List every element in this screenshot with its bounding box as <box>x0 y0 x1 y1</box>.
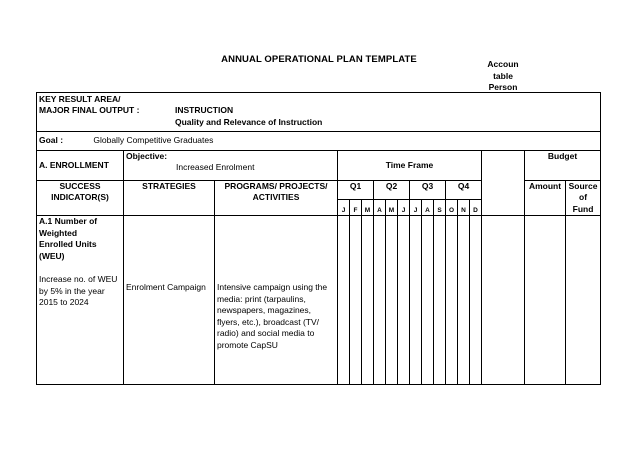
month-mar: M <box>362 199 374 216</box>
month-cell <box>422 216 434 385</box>
month-cell <box>470 216 482 385</box>
goal-cell <box>37 132 601 151</box>
quarter-q4: Q4 <box>446 181 482 200</box>
objective-label: Objective: <box>126 151 168 161</box>
kra-value-sub: Quality and Relevance of Instruction <box>175 116 323 127</box>
amount-cell <box>525 216 566 385</box>
program-text: Intensive campaign using the media: print (tarpaulins, newspapers, magazines, flyers, etc.), broadcast (TV/ radio) and social media to promote CapSU <box>217 282 328 350</box>
budget-header: Budget <box>525 151 601 181</box>
month-dec: D <box>470 199 482 216</box>
strategy-text: Enrolment Campaign <box>126 282 206 293</box>
month-apr: A <box>374 199 386 216</box>
program-cell <box>215 216 338 385</box>
source-of-fund-cell <box>566 216 601 385</box>
month-jun: J <box>398 199 410 216</box>
month-cell <box>410 216 422 385</box>
kra-label-line2: MAJOR FINAL OUTPUT : <box>39 105 140 116</box>
page-title: ANNUAL OPERATIONAL PLAN TEMPLATE <box>221 54 417 65</box>
accountable-person-label: Accoun table Person <box>487 59 519 93</box>
month-cell <box>386 216 398 385</box>
quarter-q2: Q2 <box>374 181 410 200</box>
accountable-person-header <box>482 59 525 216</box>
month-cell <box>338 216 350 385</box>
month-cell <box>434 216 446 385</box>
goal-row <box>37 132 601 151</box>
section-row <box>37 151 601 181</box>
month-nov: N <box>458 199 470 216</box>
source-of-fund-header: Source of Fund <box>566 181 601 216</box>
kra-label-line1: KEY RESULT AREA/ <box>39 94 121 104</box>
table-row <box>37 216 601 385</box>
month-may: M <box>386 199 398 216</box>
accountable-person-cell <box>482 216 525 385</box>
success-indicator-header: SUCCESS INDICATOR(S) <box>37 181 124 216</box>
month-jul: J <box>410 199 422 216</box>
goal-label: Goal : <box>39 135 64 146</box>
indicator-title: A.1 Number of Weighted Enrolled Units (WEU) <box>39 216 98 261</box>
month-cell <box>398 216 410 385</box>
month-jan: J <box>338 199 350 216</box>
kra-value: INSTRUCTION <box>175 105 234 116</box>
month-aug: A <box>422 199 434 216</box>
goal-value: Globally Competitive Graduates <box>93 135 214 146</box>
month-cell <box>446 216 458 385</box>
month-feb: F <box>350 199 362 216</box>
objective-cell <box>124 151 338 181</box>
month-cell <box>374 216 386 385</box>
month-cell <box>350 216 362 385</box>
kra-row <box>37 93 601 132</box>
strategies-header: STRATEGIES <box>124 181 215 216</box>
success-indicator-cell <box>37 216 124 385</box>
programs-header: PROGRAMS/ PROJECTS/ ACTIVITIES <box>215 181 338 216</box>
time-frame-header: Time Frame <box>338 151 482 181</box>
objective-value: Increased Enrolment <box>176 162 255 173</box>
strategy-cell <box>124 216 215 385</box>
month-cell <box>362 216 374 385</box>
section-name: A. ENROLLMENT <box>37 151 124 181</box>
month-oct: O <box>446 199 458 216</box>
indicator-text: Increase no. of WEU by 5% in the year 2015 to 2024 <box>39 274 118 308</box>
quarter-q1: Q1 <box>338 181 374 200</box>
month-sep: S <box>434 199 446 216</box>
kra-cell <box>37 93 601 132</box>
month-cell <box>458 216 470 385</box>
amount-header: Amount <box>525 181 566 216</box>
quarter-q3: Q3 <box>410 181 446 200</box>
